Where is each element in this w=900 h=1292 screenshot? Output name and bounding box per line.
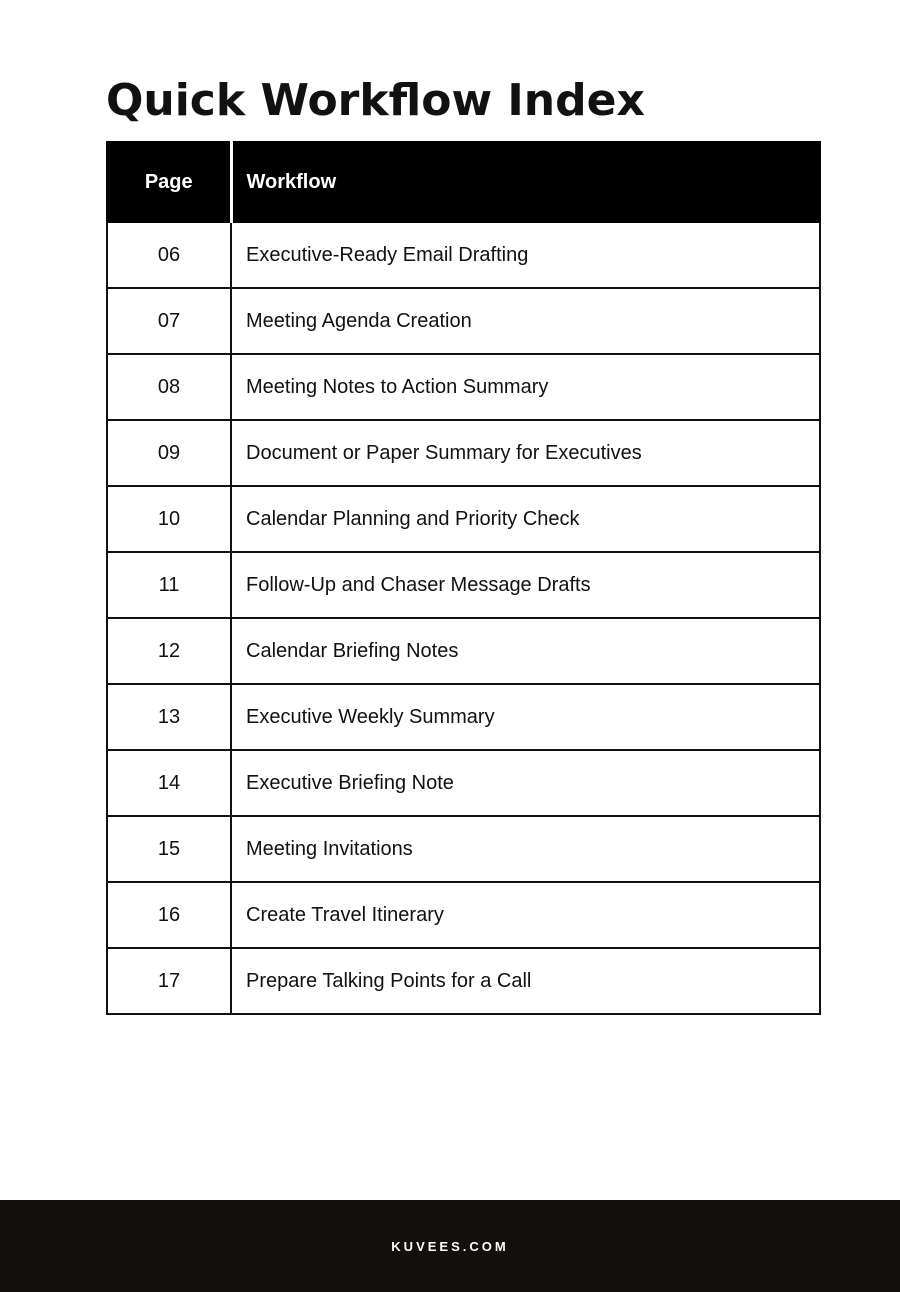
table-row [107, 222, 820, 288]
workflow-name-cell: Calendar Planning and Priority Check [231, 486, 820, 552]
table-header-row [107, 142, 820, 222]
footer-bar [0, 1200, 900, 1292]
workflow-name-cell: Executive Briefing Note [231, 750, 820, 816]
workflow-name-cell: Executive-Ready Email Drafting [231, 222, 820, 288]
page-number-cell: 10 [107, 486, 231, 552]
table-row [107, 552, 820, 618]
page-number-cell: 12 [107, 618, 231, 684]
workflow-name-cell: Create Travel Itinerary [231, 882, 820, 948]
workflow-name-cell: Document or Paper Summary for Executives [231, 420, 820, 486]
page-number-cell: 14 [107, 750, 231, 816]
table-row [107, 420, 820, 486]
table-row [107, 882, 820, 948]
workflow-name-cell: Prepare Talking Points for a Call [231, 948, 820, 1014]
table-row [107, 948, 820, 1014]
page-number-cell: 13 [107, 684, 231, 750]
page-number-cell: 07 [107, 288, 231, 354]
table-row [107, 618, 820, 684]
footer-site-link[interactable]: KUVEES.COM [391, 1238, 509, 1254]
table-row [107, 684, 820, 750]
page-number-cell: 17 [107, 948, 231, 1014]
workflow-index-table [106, 141, 821, 1015]
column-header-page: Page [107, 142, 231, 222]
column-header-workflow: Workflow [231, 142, 820, 222]
page-number-cell: 15 [107, 816, 231, 882]
table-row [107, 354, 820, 420]
workflow-name-cell: Meeting Invitations [231, 816, 820, 882]
workflow-name-cell: Executive Weekly Summary [231, 684, 820, 750]
table-row [107, 816, 820, 882]
page-number-cell: 08 [107, 354, 231, 420]
page-number-cell: 11 [107, 552, 231, 618]
workflow-name-cell: Follow-Up and Chaser Message Drafts [231, 552, 820, 618]
table-row [107, 750, 820, 816]
workflow-name-cell: Meeting Notes to Action Summary [231, 354, 820, 420]
page-title: Quick Workflow Index [106, 75, 645, 126]
page-number-cell: 16 [107, 882, 231, 948]
table-row [107, 288, 820, 354]
page-number-cell: 06 [107, 222, 231, 288]
table-row [107, 486, 820, 552]
workflow-name-cell: Calendar Briefing Notes [231, 618, 820, 684]
workflow-name-cell: Meeting Agenda Creation [231, 288, 820, 354]
page-number-cell: 09 [107, 420, 231, 486]
